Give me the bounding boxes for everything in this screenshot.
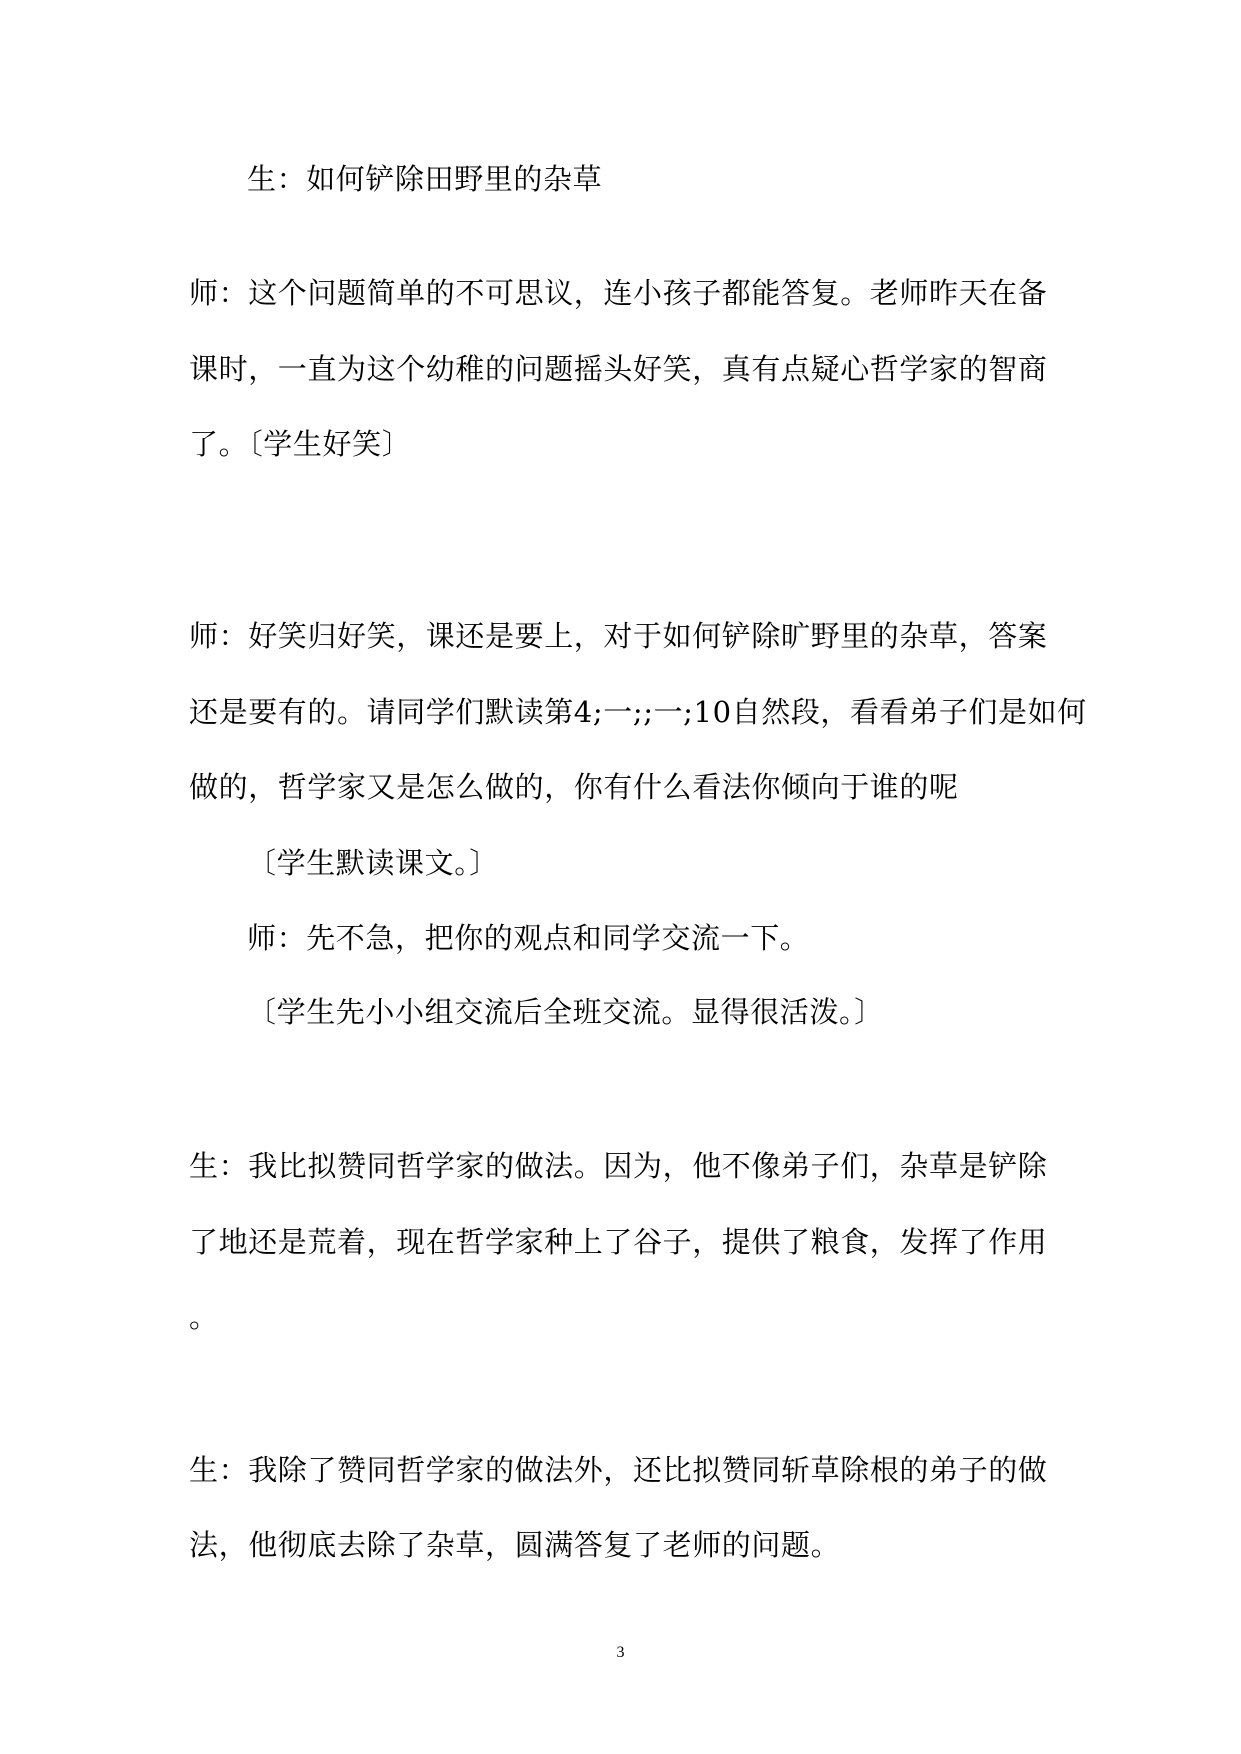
text-line-9: 师：先不急，把你的观点和同学交流一下。 (247, 921, 810, 955)
text-line-4: 了。〔学生好笑〕 (189, 427, 412, 461)
text-line-12: 了地还是荒着，现在哲学家种上了谷子，提供了粮食，发挥了作用 (189, 1225, 1048, 1259)
text-line-15: 法，他彻底去除了杂草，圆满答复了老师的问题。 (189, 1528, 841, 1562)
text-line-3: 课时，一直为这个幼稚的问题摇头好笑，真有点疑心哲学家的智商 (189, 352, 1048, 386)
page-number: 3 (616, 1644, 625, 1661)
text-line-10: 〔学生先小小组交流后全班交流。显得很活泼。〕 (247, 995, 884, 1029)
text-line-8: 〔学生默读课文。〕 (247, 846, 499, 880)
text-line-14: 生：我除了赞同哲学家的做法外，还比拟赞同斩草除根的弟子的做 (189, 1453, 1048, 1487)
text-line-6: 还是要有的。请同学们默读第4;一;;一;10自然段，看看弟子们是如何 (189, 695, 1087, 729)
text-line-11: 生：我比拟赞同哲学家的做法。因为，他不像弟子们，杂草是铲除 (189, 1149, 1048, 1183)
text-line-5: 师：好笑归好笑，课还是要上，对于如何铲除旷野里的杂草，答案 (189, 619, 1048, 653)
text-line-1: 生：如何铲除田野里的杂草 (247, 162, 603, 196)
text-line-7: 做的，哲学家又是怎么做的，你有什么看法你倾向于谁的呢 (189, 770, 959, 804)
text-line-13: 。 (189, 1300, 219, 1334)
text-line-2: 师：这个问题简单的不可思议，连小孩子都能答复。老师昨天在备 (189, 276, 1048, 310)
